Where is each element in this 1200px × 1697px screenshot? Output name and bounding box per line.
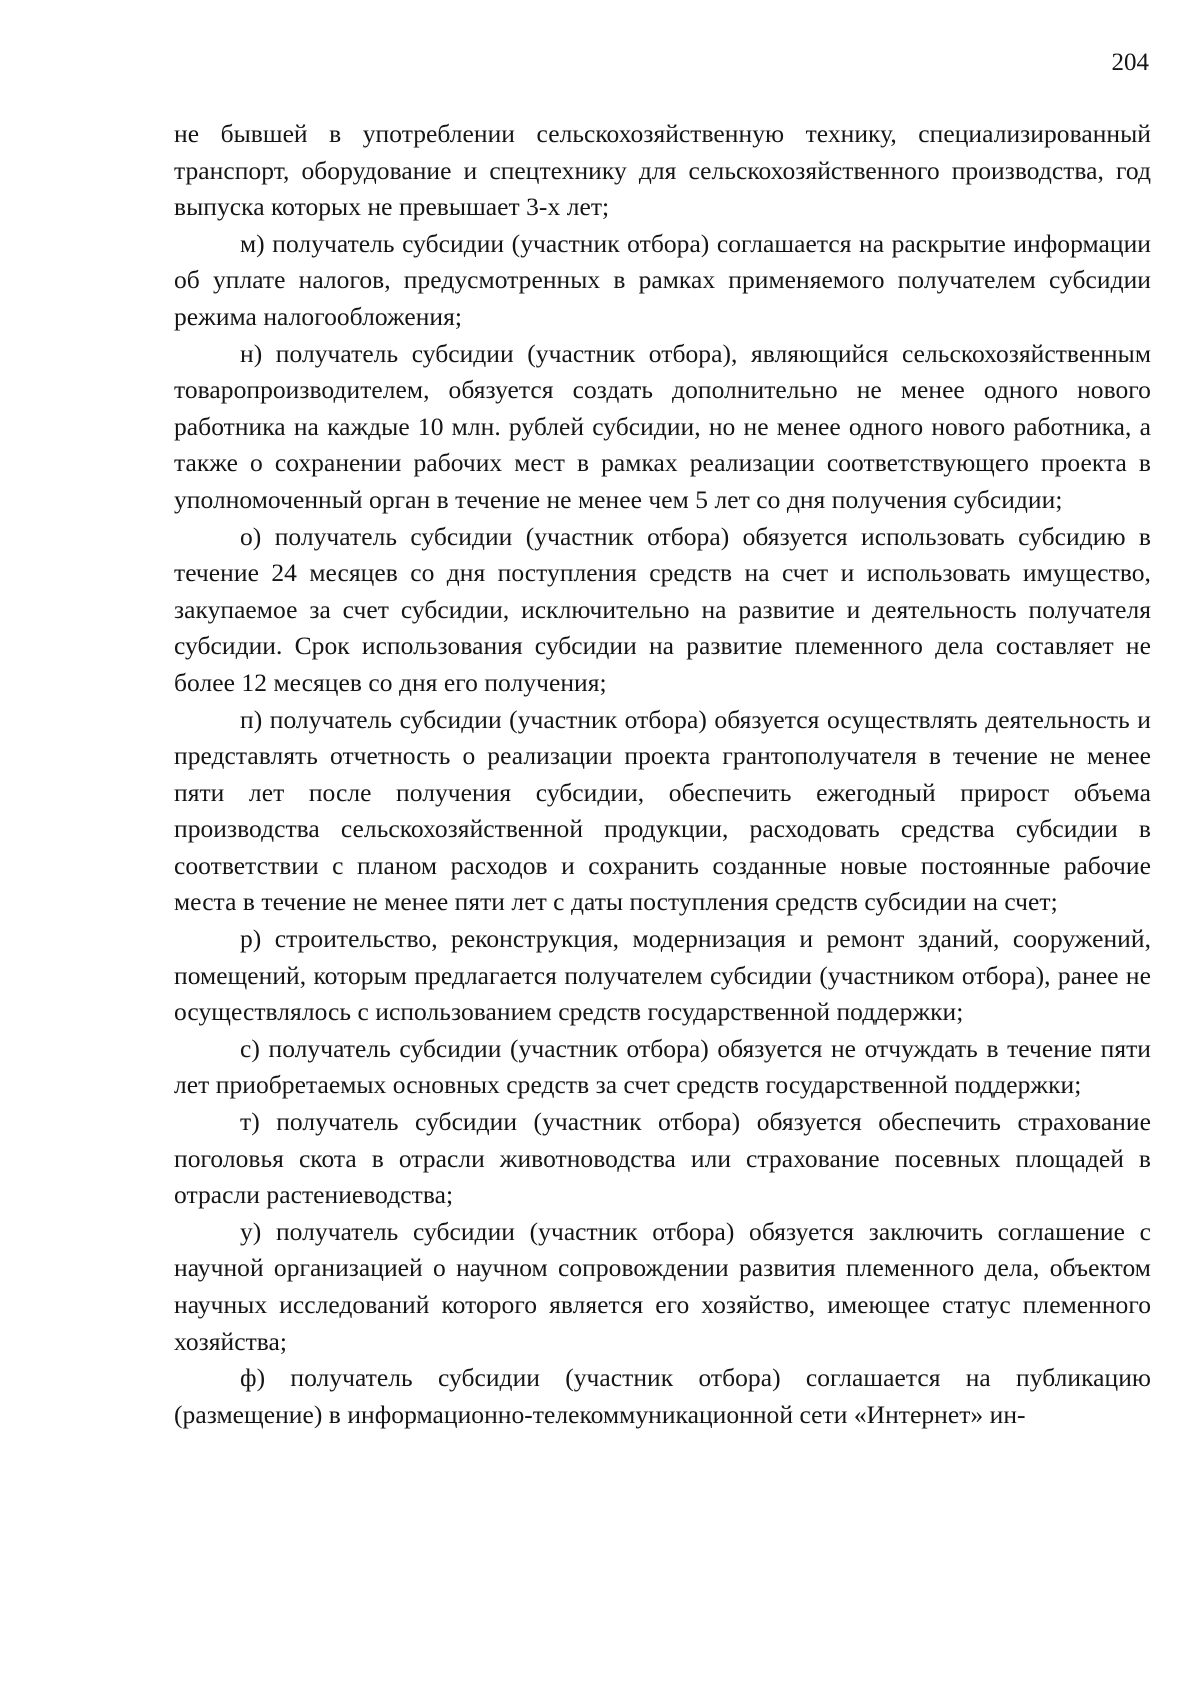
paragraph-item-u: у) получатель субсидии (участник отбора) обязуется заключить соглашение с научной организацией о научном сопровождении развития племенного дела, объектом научных исследований которого является его хозяйство, имеющее статус племенного хозяйства; <box>174 1216 1151 1356</box>
paragraph-item-p: п) получатель субсидии (участник отбора) обязуется осуществлять деятельность и представлять отчетность о реализации проекта грантополучателя в течение не менее пяти лет после получения субсидии, обеспечить ежегодный прирост объема производства сельскохозяйственной продукции, расходовать средства субсидии в соответствии с планом расходов и сохранить созданные новые постоянные рабочие места в течение не менее пяти лет с даты поступления средств субсидии на счет; <box>174 704 1151 917</box>
paragraph-item-r: р) строительство, реконструкция, модернизация и ремонт зданий, сооружений, помещений, которым предлагается получателем субсидии (участником отбора), ранее не осуществлялось с использованием средств государственной поддержки; <box>174 924 1151 1027</box>
document-body <box>174 116 1151 1433</box>
paragraph-item-n: н) получатель субсидии (участник отбора), являющийся сельскохозяйственным товаропроизводителем, обязуется создать дополнительно не менее одного нового работника на каждые 10 млн. рублей субсидии, но не менее одного нового работника, а также о сохранении рабочих мест в рамках реализации соответствующего проекта в уполномоченный орган в течение не менее чем 5 лет со дня получения субсидии; <box>174 338 1151 514</box>
paragraph-item-t: т) получатель субсидии (участник отбора) обязуется обеспечить страхование поголовья скота в отрасли животноводства или страхование посевных площадей в отрасли растениеводства; <box>174 1107 1151 1210</box>
paragraph-continuation: не бывшей в употреблении сельскохозяйственную технику, специализированный транспорт, оборудование и спецтехнику для сельскохозяйственного производства, год выпуска которых не превышает 3-х лет; <box>174 119 1151 222</box>
paragraph-item-s: с) получатель субсидии (участник отбора) обязуется не отчуждать в течение пяти лет приобретаемых основных средств за счет средств государственной поддержки; <box>174 1033 1151 1100</box>
paragraph-item-m: м) получатель субсидии (участник отбора) соглашается на раскрытие информации об уплате налогов, предусмотренных в рамках применяемого получателем субсидии режима налогообложения; <box>174 228 1151 331</box>
paragraph-item-o: о) получатель субсидии (участник отбора) обязуется использовать субсидию в течение 24 месяцев со дня поступления средств на счет и использовать имущество, закупаемое за счет субсидии, исключительно на развитие и деятельность получателя субсидии. Срок использования субсидии на развитие племенного дела составляет не более 12 месяцев со дня его получения; <box>174 521 1151 697</box>
paragraph-item-f: ф) получатель субсидии (участник отбора) соглашается на публикацию (размещение) в информационно-телекоммуникационной сети «Интернет» ин- <box>174 1363 1151 1429</box>
page-number: 204 <box>1111 49 1149 76</box>
